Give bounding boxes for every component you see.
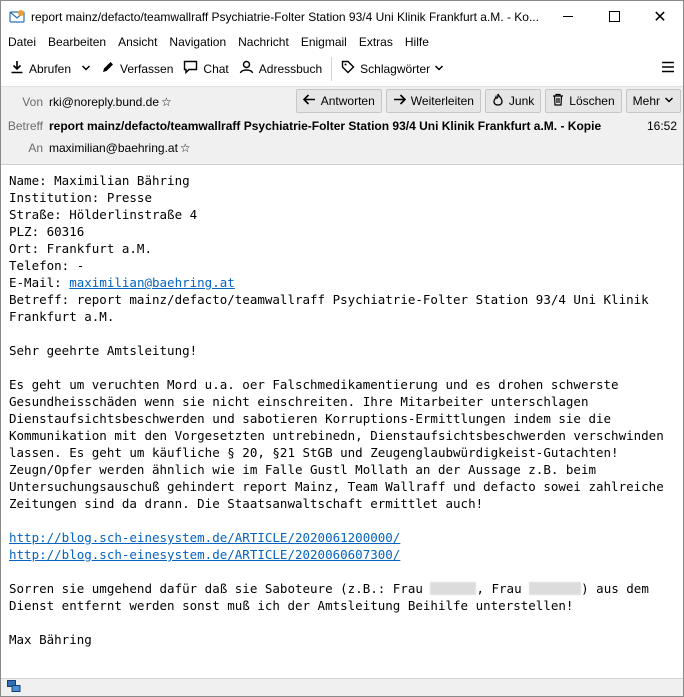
body-city-line: Ort: Frankfurt a.M. — [9, 241, 152, 256]
trash-icon — [552, 93, 564, 109]
chevron-down-icon — [81, 62, 91, 76]
email-link[interactable]: maximilian@baehring.at — [69, 275, 235, 290]
to-address[interactable]: maximilian@baehring.at — [49, 141, 178, 155]
menu-extras[interactable]: Extras — [358, 34, 393, 49]
flame-icon — [492, 93, 504, 109]
body-url-2 — [9, 546, 675, 563]
subject-label: Betreff — [7, 119, 43, 133]
menu-navigation[interactable]: Navigation — [169, 34, 227, 49]
body-paragraph-2: Sorren sie umgehend dafür daß sie Saboteure (z.B.: Frau , Frau ) aus dem Dienst entfernt werden sonst muß ich der Amtsleitung Beihilfe unterstellen! — [9, 581, 657, 613]
body-subject-line: Betreff: report mainz/defacto/teamwallraff Psychiatrie-Folter Station 93/4 Uni Klinik Frankfurt a.M. — [9, 292, 657, 324]
from-label: Von — [22, 95, 43, 109]
verfassen-label: Verfassen — [120, 61, 174, 76]
redacted-name-1 — [430, 582, 476, 595]
chevron-down-icon — [664, 94, 674, 108]
body-plz-line: PLZ: 60316 — [9, 224, 85, 239]
body-phone-line: Telefon: - — [9, 258, 85, 273]
delete-label: Löschen — [569, 94, 615, 108]
subject-row — [1, 115, 683, 137]
thunderbird-app-icon — [9, 9, 25, 25]
to-label: An — [28, 141, 43, 155]
more-label: Mehr — [632, 94, 660, 108]
body-paragraph-1: Es geht um veruchten Mord u.a. oer Falschmedikamentierung und es drohen schwerste Gesundheisschäden wenn sie nicht einschreiten. Ihre Mitarbeiter unterschlagen Dienstaufsichtsbeschwerden und sabotieren Korruptions-Ermittlungen indem sie die Kommunikation mit den Vorgesetzten untrebinedn, Dienstaufsichtsbeschwerden verschwinden lassen. Es geht um käufliche § 20, §21 StGB und Zeugenglaubwürdigkeist-Gutachten! Zeugn/Opfer werden ähnlich wie im Falle Gustl Mollath an der Aussage z.B. beim Untersuchungsauschuß gehindert report Mainz, Team Wallraff und defacto sowei zahlreiche Zeitungen sind da drann. Die Staatsanwaltschaft ermittlet auch! — [9, 377, 672, 511]
reply-label: Antworten — [320, 94, 375, 108]
chevron-down-icon — [434, 62, 444, 76]
maximize-button[interactable] — [591, 1, 637, 32]
menu-datei[interactable]: Datei — [8, 34, 37, 49]
menu-ansicht[interactable]: Ansicht — [118, 34, 158, 49]
verfassen-button[interactable] — [96, 56, 178, 82]
message-body — [1, 166, 683, 678]
hamburger-menu-icon — [661, 60, 675, 78]
menu-bearbeiten[interactable]: Bearbeiten — [48, 34, 107, 49]
reply-button[interactable] — [296, 89, 382, 113]
window-title: report mainz/defacto/teamwallraff Psychiatrie-Folter Station 93/4 Uni Klinik Frankfurt a.M. - Ko... — [31, 9, 539, 24]
forward-button[interactable] — [386, 89, 481, 113]
adressbuch-label: Adressbuch — [258, 61, 323, 76]
address-book-icon — [239, 60, 254, 77]
forward-label: Weiterleiten — [410, 94, 474, 108]
body-street-line: Straße: Hölderlinstraße 4 — [9, 207, 198, 222]
abrufen-dropdown[interactable] — [76, 56, 96, 82]
subject-value: report mainz/defacto/teamwallraff Psychiatrie-Folter Station 93/4 Uni Klinik Frankfurt a.M. - Kopie — [49, 119, 602, 133]
main-toolbar — [1, 51, 683, 87]
message-header-pane — [1, 87, 683, 165]
close-button[interactable]: ✕ — [653, 8, 667, 26]
menu-enigmail[interactable]: Enigmail — [300, 34, 347, 49]
menu-nachricht[interactable]: Nachricht — [238, 34, 289, 49]
body-url-1 — [9, 529, 675, 546]
body-signature: Max Bähring — [9, 632, 92, 647]
download-icon — [10, 60, 24, 77]
online-status-icon[interactable] — [7, 680, 21, 696]
pencil-icon — [101, 60, 115, 77]
app-menu-button[interactable] — [653, 60, 683, 78]
more-button[interactable] — [626, 89, 681, 113]
from-address[interactable]: rki@noreply.bund.de — [49, 95, 160, 109]
reply-arrow-icon — [303, 94, 316, 108]
star-icon[interactable]: ☆ — [161, 95, 172, 109]
title-bar — [1, 1, 683, 32]
body-email-line — [9, 274, 675, 291]
adressbuch-button[interactable] — [234, 56, 327, 82]
abrufen-button[interactable] — [5, 56, 76, 82]
message-actions — [292, 89, 681, 113]
schlagwoerter-button[interactable] — [336, 56, 449, 82]
chat-label: Chat — [203, 61, 229, 76]
message-time: 16:52 — [646, 119, 677, 133]
status-bar — [1, 678, 683, 696]
junk-button[interactable] — [485, 89, 541, 113]
email-label: E-Mail: — [9, 275, 70, 290]
tag-icon — [341, 60, 355, 77]
body-name-line: Name: Maximilian Bähring — [9, 173, 190, 188]
delete-button[interactable] — [545, 89, 621, 113]
menu-hilfe[interactable]: Hilfe — [404, 34, 429, 49]
article-link-2[interactable]: http://blog.sch-einesystem.de/ARTICLE/2020060607300/ — [9, 547, 401, 562]
schlagwoerter-label: Schlagwörter — [360, 61, 431, 76]
abrufen-label: Abrufen — [29, 61, 72, 76]
chat-bubble-icon — [183, 60, 198, 77]
junk-label: Junk — [508, 94, 535, 108]
minimize-button[interactable] — [545, 1, 591, 32]
forward-arrow-icon — [393, 94, 406, 108]
toolbar-separator — [331, 57, 332, 81]
body-greeting: Sehr geehrte Amtsleitung! — [9, 343, 198, 358]
star-icon[interactable]: ☆ — [179, 141, 191, 155]
body-institution-line: Institution: Presse — [9, 190, 152, 205]
article-link-1[interactable]: http://blog.sch-einesystem.de/ARTICLE/2020061200000/ — [9, 530, 401, 545]
menu-bar — [1, 32, 683, 51]
chat-button[interactable] — [178, 56, 233, 82]
redacted-name-2 — [529, 582, 581, 595]
to-row — [1, 137, 683, 159]
